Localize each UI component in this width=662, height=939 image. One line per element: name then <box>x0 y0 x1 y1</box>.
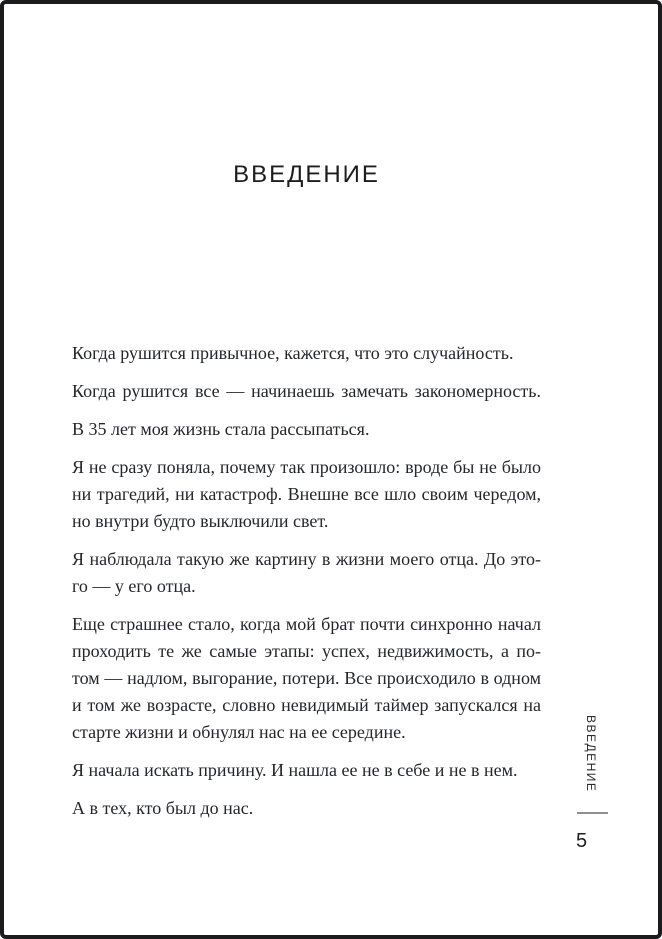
paragraph <box>72 611 541 746</box>
text-line: и том же возрасте, словно невидимый таймер запускался на <box>72 695 541 715</box>
paragraph <box>72 546 541 600</box>
paragraph <box>72 757 541 784</box>
page-number: 5 <box>576 830 588 852</box>
text-line: том — надлом, выгорание, потери. Все происходило в одном <box>72 668 541 688</box>
text-line: Я начала искать причину. И нашла ее не в себе и не в нем. <box>72 760 518 780</box>
paragraph <box>72 416 541 443</box>
text-line: но внутри будто выключили свет. <box>72 511 329 531</box>
body-text <box>72 340 541 833</box>
text-line: А в тех, кто был до нас. <box>72 798 254 818</box>
text-line: проходить те же самые этапы: успех, недвижимость, а по- <box>72 641 541 661</box>
text-line: го — у его отца. <box>72 576 196 596</box>
text-line: Еще страшнее стало, когда мой брат почти синхронно начал <box>72 614 541 634</box>
running-head-vertical: ВВЕДЕНИЕ <box>584 715 598 793</box>
text-line: ни трагедий, ни катастроф. Внешне все шло своим чередом, <box>72 484 541 504</box>
chapter-title: ВВЕДЕНИЕ <box>233 161 380 188</box>
paragraph <box>72 454 541 535</box>
text-line: Я наблюдала такую же картину в жизни моего отца. До это- <box>72 549 541 569</box>
text-line: Когда рушится все — начинаешь замечать закономерность. <box>72 381 541 401</box>
folio-divider-line <box>577 812 608 814</box>
text-line: В 35 лет моя жизнь стала рассыпаться. <box>72 419 370 439</box>
text-line: Когда рушится привычное, кажется, что это случайность. <box>72 343 514 363</box>
paragraph <box>72 340 541 367</box>
text-line: Я не сразу поняла, почему так произошло: вроде бы не было <box>72 457 541 477</box>
paragraph <box>72 378 541 405</box>
text-line: старте жизни и обнулял нас на ее середине. <box>72 722 406 742</box>
paragraph <box>72 795 541 822</box>
